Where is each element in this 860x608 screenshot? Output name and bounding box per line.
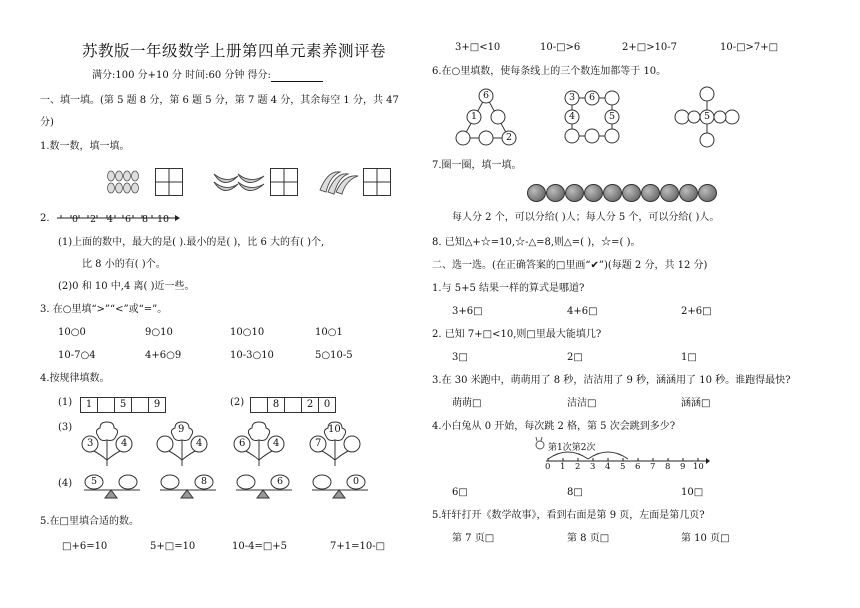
choice-question-3: 3.在 30 米跑中，萌萌用了 8 秒，洁洁用了 9 秒，涵涵用了 10 秒。谁跑得最快? [432,375,791,386]
pattern-cell[interactable] [284,397,302,413]
tree-top-value: 10 [328,424,341,435]
tick-label: 8 [142,214,149,225]
circle-value: 2 [506,132,513,143]
scale-right-value: 6 [277,476,284,487]
compare-item[interactable]: 10○0 [58,327,86,338]
fruit-icon [546,184,565,202]
fruit-icon [603,184,622,202]
fruit-icon [660,184,679,202]
question-2-number: 2. [40,213,50,224]
pattern-cell[interactable]: 0 [318,397,336,413]
section1-heading-line1: 一、填一填。(第 5 题 8 分，第 6 题 5 分，第 7 题 4 分，其余每空 1 分，共 47 [40,95,399,106]
section1-heading-line2: 分) [40,117,54,128]
tree-left-value: 3 [87,438,94,449]
scale-left-value: 5 [91,476,98,487]
choice-question-4: 4.小白兔从 0 开始，每次跳 2 格，第 5 次会跳到多少? [432,421,676,432]
page-title: 苏教版一年级数学上册第四单元素养测评卷 [82,42,387,60]
fruit-icon [641,184,660,202]
tick-label: 6 [635,462,641,472]
choice-question-2: 2. 已知 7+□<10,则□里最大能填几? [432,329,602,340]
scale-right-value: 8 [201,476,208,487]
circle-value: 5 [609,111,616,122]
jump-labels: 第1次第2次 [548,443,596,453]
tick-label: 0 [72,214,79,225]
score-blank[interactable] [271,71,323,82]
tick-label: 10 [157,214,170,225]
choice-option[interactable]: 4+6□ [567,306,598,317]
compare-item[interactable]: 5○10-5 [315,350,353,361]
circle-value: 1 [471,111,478,122]
compare-item[interactable]: 10-3○10 [230,350,274,361]
fill-equation[interactable]: 3+□<10 [455,42,501,53]
tick-label: 2 [575,462,581,472]
circle-value: 4 [569,111,576,122]
tick-label: 4 [107,214,114,225]
choice-option[interactable]: 3+6□ [452,306,483,317]
circle-value: 5 [704,111,711,122]
fill-equation[interactable]: □+6=10 [62,541,108,552]
choice-option[interactable]: 涵涵□ [681,398,711,409]
question-2-part1-a: (1)上面的数中，最大的是( ).最小的是( )，比 6 大的有( )个, [58,237,325,248]
pattern-1-label: (1) [58,397,73,408]
tree-right-value: 4 [121,438,128,449]
fruit-icon [698,184,717,202]
fruit-icon [565,184,584,202]
question-7-text: 每人分 2 个，可以分给( )人；每人分 5 个，可以分给( )人。 [452,212,720,223]
fill-equation[interactable]: 5+□=10 [150,541,196,552]
circle-value: 3 [569,92,576,103]
compare-item[interactable]: 10-7○4 [58,350,96,361]
choice-option[interactable]: 8□ [567,487,583,498]
choice-option[interactable]: 6□ [452,487,468,498]
section2-heading: 二、选一选。(在正确答案的□里画“✔”)(每题 2 分，共 12 分) [432,260,708,271]
tick-label: 10 [693,462,704,472]
question-2-part2: (2)0 和 10 中,4 离( )近一些。 [58,281,195,292]
fill-equation[interactable]: 2+□>10-7 [622,42,678,53]
pattern-cell[interactable] [97,397,115,413]
choice-option[interactable]: 洁洁□ [567,398,597,409]
question-2-part1-b: 比 8 小的有( )个。 [82,259,166,270]
fill-equation[interactable]: 10-□>6 [540,42,581,53]
choice-option[interactable]: 第 8 页□ [567,533,610,544]
choice-option[interactable]: 3□ [452,352,468,363]
pattern-3-label: (3) [58,422,73,433]
fruit-icon [527,184,546,202]
choice-option[interactable]: 2□ [567,352,583,363]
tick-label: 0 [545,462,551,472]
tick-label: 2 [90,214,97,225]
question-1: 1.数一数，填一填。 [40,141,130,152]
compare-item[interactable]: 10○1 [315,327,343,338]
tree-right-value: 4 [196,438,203,449]
score-info: 满分:100 分+10 分 时间:60 分钟 得分: [92,70,323,82]
pattern-cell[interactable]: 9 [148,397,166,413]
choice-question-1: 1.与 5+5 结果一样的算式是哪道? [432,283,585,294]
fill-equation[interactable]: 10-□>7+□ [720,42,779,53]
tick-label: 7 [650,462,656,472]
scale-right-value: 0 [353,476,360,487]
pattern-cell[interactable] [250,397,268,413]
choice-option[interactable]: 第 7 页□ [452,533,495,544]
compare-item[interactable]: 10○10 [230,327,265,338]
circle-value: 6 [589,92,596,103]
pattern-cell[interactable]: 2 [301,397,319,413]
tick-label: 9 [680,462,686,472]
fruit-icon [679,184,698,202]
pattern-cell[interactable] [131,397,149,413]
tree-left-value: 6 [239,438,246,449]
tree-right-value: 4 [273,438,280,449]
tick-label: 4 [605,462,611,472]
choice-option[interactable]: 1□ [681,352,697,363]
choice-option[interactable]: 萌萌□ [452,398,482,409]
tick-label: 6 [125,214,132,225]
choice-option[interactable]: 第 10 页□ [681,533,730,544]
circle-value: 6 [483,90,490,101]
question-3: 3. 在○里填“>”“<”或“=”。 [40,304,168,315]
choice-option[interactable]: 10□ [681,487,704,498]
question-8: 8. 已知△+☆=10,☆-△=8,则△=( )，☆=( )。 [432,237,641,248]
pattern-2-label: (2) [230,397,245,408]
choice-option[interactable]: 2+6□ [681,306,712,317]
tick-label: 5 [620,462,626,472]
question-6: 6.在○里填数，使每条线上的三个数连加都等于 10。 [432,66,667,77]
tree-left-value: 7 [315,438,322,449]
question-5: 5.在□里填合适的数。 [40,516,139,527]
question-4: 4.按规律填数。 [40,373,110,384]
fill-equation[interactable]: 7+1=10-□ [330,541,386,552]
tick-label: 3 [590,462,596,472]
tick-label: 1 [560,462,566,472]
compare-item[interactable]: 9○10 [145,327,173,338]
pattern-cell[interactable]: 1 [80,397,98,413]
compare-item[interactable]: 4+6○9 [145,350,182,361]
fruit-icon [622,184,641,202]
fill-equation[interactable]: 10-4=□+5 [232,541,288,552]
tree-top-value: 9 [178,424,185,435]
question-7: 7.圈一圈，填一填。 [432,160,522,171]
tick-label: 8 [665,462,671,472]
fruit-icon [584,184,603,202]
pattern-4-label: (4) [58,478,73,489]
pattern-cell[interactable]: 5 [114,397,132,413]
choice-question-5: 5.轩轩打开《数学故事》，看到右面是第 9 页，左面是第几页? [432,510,705,521]
pattern-cell[interactable]: 8 [267,397,285,413]
